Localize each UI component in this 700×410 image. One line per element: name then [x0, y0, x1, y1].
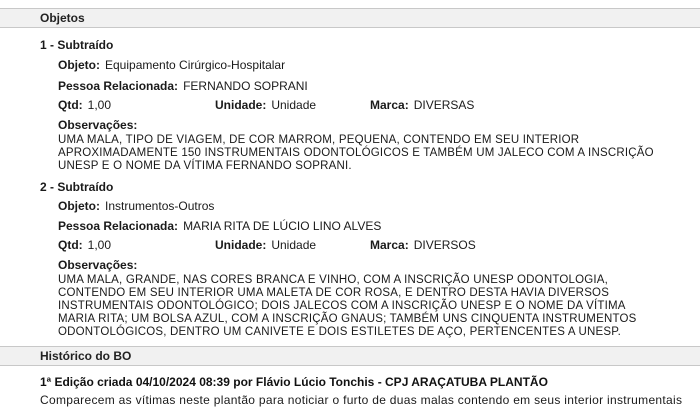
pessoa-value: MARIA RITA DE LÚCIO LINO ALVES: [183, 219, 382, 233]
objeto-value: Equipamento Cirúrgico-Hospitalar: [105, 58, 286, 72]
marca-label: Marca:: [370, 238, 409, 252]
qtd-label: Qtd:: [58, 238, 83, 252]
item-1-title: 1 - Subtraído: [40, 38, 114, 52]
item-2-pessoa: [58, 219, 381, 233]
unidade-label: Unidade:: [215, 238, 267, 252]
marca-label: Marca:: [370, 98, 409, 112]
item-1-marca: [370, 98, 474, 112]
item-2-objeto: [58, 199, 214, 213]
objeto-label: Objeto:: [58, 58, 100, 72]
obs-line: CONTENDO EM SEU INTERIOR UMA MALETA DE COR ROSA, E DENTRO DESTA HAVIA DIVERSOS: [58, 287, 610, 299]
item-2-marca: [370, 238, 476, 252]
item-1-observacoes: [58, 134, 670, 173]
item-2-obs-label: [58, 258, 142, 272]
pessoa-label: Pessoa Relacionada:: [58, 219, 179, 233]
qtd-value: 1,00: [87, 98, 112, 112]
historico-edicao: 1ª Edição criada 04/10/2024 08:39 por Flávio Lúcio Tonchis - CPJ ARAÇATUBA PLANTÃO: [40, 375, 548, 389]
item-1-qtd: [58, 98, 111, 112]
obs-line: UNESP E O NOME DA VÍTIMA FERNANDO SOPRANI.: [58, 160, 352, 172]
item-1-pessoa: [58, 79, 308, 93]
objeto-label: Objeto:: [58, 199, 100, 213]
observacoes-label: Observações:: [58, 118, 138, 132]
item-1-unidade: [215, 98, 316, 112]
item-2-observacoes: [58, 274, 670, 339]
qtd-value: 1,00: [87, 238, 112, 252]
item-1-objeto: [58, 58, 285, 72]
item-2-title: 2 - Subtraído: [40, 180, 114, 194]
item-1-obs-label: [58, 118, 142, 132]
pessoa-value: FERNANDO SOPRANI: [183, 79, 308, 93]
unidade-value: Unidade: [271, 98, 317, 112]
obs-line: UMA MALA, TIPO DE VIAGEM, DE COR MARROM, PEQUENA, CONTENDO EM SEU INTERIOR: [58, 134, 580, 146]
section-title-objetos: Objetos: [40, 11, 85, 25]
pessoa-label: Pessoa Relacionada:: [58, 79, 179, 93]
objeto-value: Instrumentos-Outros: [105, 199, 215, 213]
obs-line: APROXIMADAMENTE 150 INSTRUMENTAIS ODONTOLÓGICOS E TAMBÉM UM JALECO COM A INSCRIÇÃO: [58, 147, 654, 159]
obs-line: ODONTOLÓGICOS, DENTRO UM CANIVETE E DOIS ESTILETES DE AÇO, PERTENCENTES A UNESP.: [58, 326, 622, 338]
obs-line: UMA MALA, GRANDE, NAS CORES BRANCA E VINHO, COM A INSCRIÇÃO UNESP ODONTOLOGIA,: [58, 274, 609, 286]
obs-line: INSTRUMENTAIS ODONTOLÓGICO; DOIS JALECOS COM A INSCRIÇÃO UNESP E O NOME DA VÍTIMA: [58, 300, 626, 312]
unidade-label: Unidade:: [215, 98, 267, 112]
item-2-unidade: [215, 238, 316, 252]
observacoes-label: Observações:: [58, 258, 138, 272]
qtd-label: Qtd:: [58, 98, 83, 112]
marca-value: DIVERSOS: [413, 238, 476, 252]
section-title-historico: Histórico do BO: [40, 349, 132, 363]
obs-line: MARIA RITA; UM BOLSA AZUL, COM A INSCRIÇÃO GNAUS; TAMBÉM UNS CINQUENTA INSTRUMENTOS: [58, 313, 637, 325]
marca-value: DIVERSAS: [413, 98, 475, 112]
historico-texto: Comparecem as vítimas neste plantão para noticiar o furto de duas malas contendo em seus interior instrumentais: [40, 393, 683, 407]
section-header-objetos: [0, 8, 700, 28]
section-header-historico: [0, 346, 700, 366]
item-2-qtd: [58, 238, 111, 252]
unidade-value: Unidade: [271, 238, 317, 252]
